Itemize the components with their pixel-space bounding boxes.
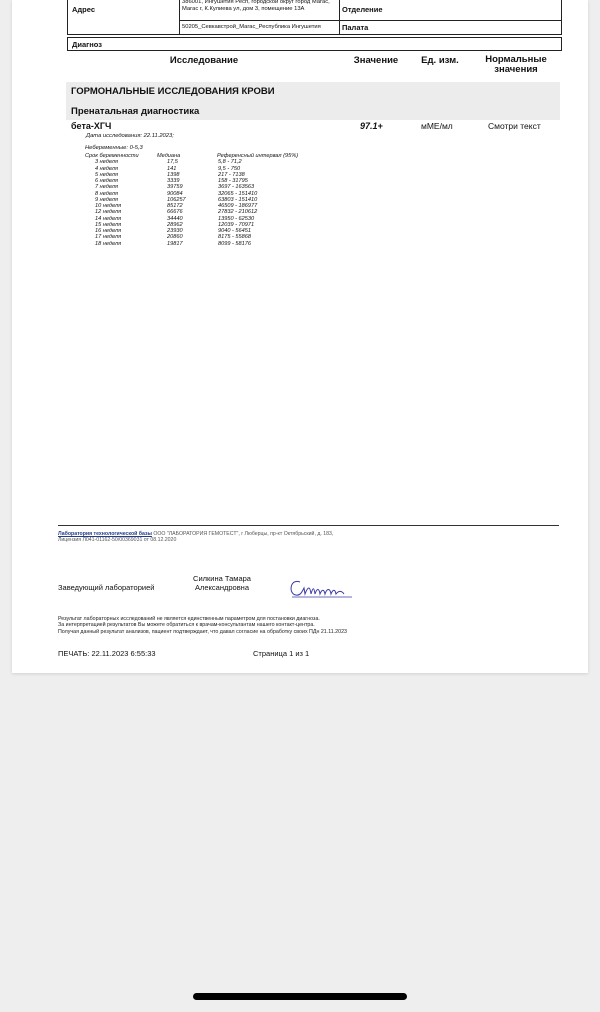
head-title: Заведующий лабораторией bbox=[58, 583, 155, 592]
disclaimer-line2: За интерпретацией результатов Вы можете обратиться к врачам-консультантам нашего контакт-центра. bbox=[58, 622, 315, 629]
lab-info bbox=[58, 531, 333, 544]
reference-header-median: Медиана bbox=[157, 153, 181, 159]
reference-median: 23930 bbox=[167, 228, 183, 234]
lab-address: ООО "ЛАБОРАТОРИЯ ГЕМОТЕСТ", г Люберцы, пр-кт Октябрьский, д. 183, bbox=[151, 531, 334, 537]
lab-link[interactable]: Лаборатория технологической базы bbox=[58, 531, 152, 537]
disclaimer-line3: Получая данный результат анализов, пациент подтверждает, что давал согласие на обработку своих ПДн 21.11.2023 bbox=[58, 628, 347, 635]
reference-term: 15 неделя bbox=[95, 221, 122, 228]
reference-interval: 13950 - 62530 bbox=[218, 215, 255, 222]
reference-term: 18 неделя bbox=[95, 240, 122, 247]
section-title: ГОРМОНАЛЬНЫЕ ИССЛЕДОВАНИЯ КРОВИ bbox=[71, 86, 275, 97]
reference-median: 17,5 bbox=[167, 159, 178, 166]
reference-interval: 8099 - 58176 bbox=[218, 240, 251, 247]
signature-image bbox=[286, 574, 358, 602]
reference-interval: 5,8 - 71,2 bbox=[218, 159, 242, 166]
report-page bbox=[12, 0, 588, 673]
reference-table bbox=[85, 153, 317, 247]
reference-term: 10 неделя bbox=[95, 203, 122, 209]
reference-median: 1398 bbox=[167, 171, 180, 178]
reference-interval: 158 - 31795 bbox=[218, 178, 248, 184]
reference-interval: 27832 - 210612 bbox=[218, 209, 258, 216]
diagnosis-row bbox=[67, 37, 562, 51]
lab-license: Лицензия Л041-01162-50/00369031 от 08.12.2020 bbox=[58, 537, 177, 544]
reference-term: 9 неделя bbox=[95, 196, 118, 203]
reference-interval: 46509 - 186977 bbox=[218, 203, 258, 209]
reference-interval: 9040 - 56451 bbox=[218, 228, 251, 234]
column-normal: Нормальные значения bbox=[485, 54, 547, 75]
reference-interval: 8175 - 55868 bbox=[218, 234, 251, 241]
reference-term: 3 неделя bbox=[95, 159, 118, 166]
reference-median: 90084 bbox=[167, 190, 183, 197]
head-name bbox=[187, 574, 257, 592]
head-name-line2: Александровна bbox=[195, 583, 249, 592]
reference-term: 6 неделя bbox=[95, 178, 118, 184]
page-number: Страница 1 из 1 bbox=[253, 649, 310, 658]
ward-label: Палата bbox=[342, 23, 369, 32]
result-unit: мМЕ/мл bbox=[421, 121, 453, 131]
department-label: Отделение bbox=[342, 5, 383, 14]
reference-median: 85172 bbox=[167, 203, 183, 209]
reference-interval: 12039 - 70971 bbox=[218, 221, 255, 228]
reference-median: 39759 bbox=[167, 184, 183, 191]
address-label: Адрес bbox=[72, 5, 96, 14]
patient-header-table bbox=[67, 0, 562, 35]
ward-value: 50205_Севкавстрой_Магас_Республика Ингушетия bbox=[182, 24, 321, 30]
column-study: Исследование bbox=[169, 55, 239, 66]
reference-term: 4 неделя bbox=[95, 165, 118, 172]
home-indicator[interactable] bbox=[193, 993, 407, 1000]
reference-interval: 9,5 - 750 bbox=[218, 165, 241, 172]
reference-term: 17 неделя bbox=[95, 234, 122, 241]
reference-median: 19817 bbox=[167, 240, 183, 247]
reference-term: 12 неделя bbox=[95, 209, 122, 216]
reference-header-term: Срок беременности bbox=[85, 153, 139, 159]
reference-header-interval: Референсный интервал (95%) bbox=[217, 153, 299, 159]
result-date: Дата исследования: 22.11.2023; bbox=[86, 133, 174, 139]
footer-divider bbox=[58, 525, 559, 526]
result-name: бета-ХГЧ bbox=[71, 121, 112, 131]
head-name-line1: Силкина Тамара bbox=[193, 574, 251, 583]
disclaimer bbox=[58, 616, 347, 635]
reference-term: 8 неделя bbox=[95, 190, 118, 197]
reference-interval: 63803 - 151410 bbox=[218, 196, 258, 203]
reference-interval: 217 - 7138 bbox=[218, 171, 245, 178]
reference-median: 3339 bbox=[167, 178, 180, 184]
reference-interval: 32065 - 151410 bbox=[218, 190, 258, 197]
column-unit: Ед. изм. bbox=[421, 55, 459, 66]
reference-median: 28962 bbox=[167, 221, 183, 228]
reference-term: 5 неделя bbox=[95, 171, 118, 178]
address-value: 386001, Ингушетия Респ, городской округ город Магас, Магас г, К.Кулиева ул, дом 3, помещение 13А bbox=[182, 0, 330, 12]
reference-median: 20860 bbox=[167, 234, 183, 241]
print-timestamp: ПЕЧАТЬ: 22.11.2023 6:55:33 bbox=[58, 649, 156, 658]
reference-median: 141 bbox=[167, 165, 177, 172]
diagnosis-label: Диагноз bbox=[72, 40, 102, 49]
column-value: Значение bbox=[353, 55, 399, 66]
non-pregnant-range: Небеременные: 0-5,3 bbox=[85, 145, 143, 151]
reference-row bbox=[85, 241, 317, 247]
section-band bbox=[66, 82, 560, 120]
result-normal: Смотри текст bbox=[488, 121, 541, 131]
reference-term: 14 неделя bbox=[95, 215, 122, 222]
reference-median: 66676 bbox=[167, 209, 183, 216]
reference-median: 34440 bbox=[167, 215, 183, 222]
reference-median: 106257 bbox=[167, 196, 186, 203]
reference-interval: 3697 - 163563 bbox=[218, 184, 255, 191]
reference-term: 16 неделя bbox=[95, 228, 122, 234]
result-value: 97.1+ bbox=[360, 121, 383, 131]
disclaimer-line1: Результат лабораторных исследований не является единственным параметром для постановки диагноза. bbox=[58, 616, 320, 622]
reference-term: 7 неделя bbox=[95, 184, 118, 191]
section-subtitle: Пренатальная диагностика bbox=[71, 106, 200, 117]
